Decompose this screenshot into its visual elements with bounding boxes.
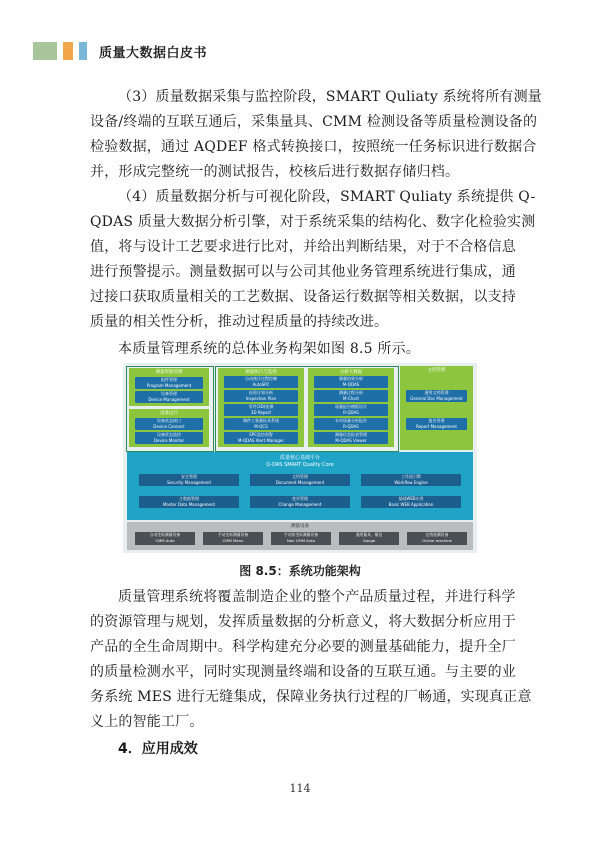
figure-item: 组件管理 Program Management [135,377,203,389]
page-number: 114 [289,782,311,795]
page-header [33,40,207,62]
left-panel-resource [129,368,209,406]
mid-panel-execution [218,368,304,447]
core-box: 安全管理 Security Management [139,474,239,486]
core-box: 文档管理 Document Management [250,474,350,486]
figure-intro [90,337,518,362]
device-box: 在线检测设备 Online machine [407,532,467,545]
core-box: 工作流引擎 Workflow Engine [361,474,461,486]
paragraph-3 [90,85,543,185]
text-line: 过接口获取质量相关的工艺数据、设备运行数据等相关数据，以支持 [90,289,516,305]
panel-title: 分析大数据 [339,370,363,375]
text-line: 产品的全生命周期中。科学构建充分必要的测量基础能力，提升全厂 [90,639,516,655]
text-line: 质量管理系统将覆盖制造企业的整个产品质量过程，并进行科学 [118,589,516,605]
header-block-green [33,42,57,60]
device-box: 通用量具、量仪 Gauge [339,532,399,545]
text-line: 务系统 MES 进行无缝集成，保障业务执行过程的厂畅通，实现真正意 [90,689,532,705]
text-line: QDAS 质量大数据分析引擎，对于系统采集的结构化、数字化检验实测 [90,214,536,230]
panel-title: 测量资源管理 [155,370,183,375]
core-title: 质量核心基础平台 Q-DAS SMART Quality Core [266,455,334,468]
text-line: 义上的智能工厂。 [90,714,204,730]
figure-item: SPC监控预警 M-QDAS Alert Manager [224,432,298,444]
figure-item: 设备状态接口 Device Connect [135,418,203,430]
device-box: 手动坐标测量设备 CMM Manu [203,532,263,545]
text-line: 的质量检测水平，同时实现测量终端和设备的互联互通。与主要的业 [90,664,516,680]
header-title: 质量大数据白皮书 [99,45,208,61]
figure-item: 设备状态监控 Device Monitor [135,432,203,444]
text-line: 并，形成完整统一的测试报告，校核后进行数据存储归档。 [90,164,460,180]
device-box: 自动坐标测量设备 CMM Auto [135,532,195,545]
section-heading: 4．应用成效 [118,741,198,757]
device-box: 手动非坐标测量设备 Non CMM Auto [271,532,331,545]
text-line: 的资源管理与规划，发挥质量数据的分析意义，将大数据分析应用于 [90,614,516,630]
core-box: 基础WEB应用 Basic WEB Application [361,496,461,508]
text-line: 进行预警提示。测量数据可以与公司其他业务管理系统进行集成，通 [90,264,516,280]
header-block-orange [63,42,73,60]
core-box: 变更管理 Change Management [250,496,350,508]
header-block-blue [79,42,87,60]
figure-item: 专项质量分析报告 R-QDAS [314,418,388,430]
figure-caption: 图 8.5：系统功能架构 [239,564,361,578]
figure-item: 报告管理 Report Management [406,418,467,430]
text-line: 设备/终端的互联互通后，采集量具、CMM 检测设备等质量检测设备的 [90,114,538,130]
architecture-figure [123,363,477,553]
paragraph-summary [90,585,532,735]
core-box: 主数据管理 Master Data Management [139,496,239,508]
text-line: 检验数据，通过 AQDEF 格式转换接口，按照统一任务标识进行数据合 [90,139,537,155]
paragraph-4 [90,185,536,335]
figure-item: 测量结果分析 M-QDAS [314,376,388,388]
text-line: （3）质量数据采集与监控阶段，SMART Quliaty 系统将所有测量 [118,89,543,105]
panel-title: 设备运行 [160,411,178,416]
figure-item: 零件(3D)检测 3D Report [224,404,298,416]
figure-item: 设备管理 Device Management [135,391,203,403]
panel-title: 测量执行与监控 [245,370,277,375]
figure-item: 测量信息报表管理 M-QDAS Viewer [314,432,388,444]
core-platform [127,452,473,520]
panel-title: 文档管理 [427,368,446,373]
figure-item: 制件工装量检具系统 M-QCS [224,418,298,430]
left-panel-device [129,409,209,447]
figure-item: 通用文档管理 General Doc Management [406,390,467,402]
right-panel-analysis [308,368,394,447]
figure-item: 测量过程分析 M-Chart [314,390,388,402]
device-layer [127,522,473,550]
figure-item: 自动统计过程控制 AutoSPC [224,376,298,388]
text-line: （4）质量数据分析与可视化阶段，SMART Quliaty 系统提供 Q- [118,189,536,205]
device-layer-title: 测量设备 [291,524,309,529]
text-line: 质量的相关性分析，推动过程质量的持续改进。 [90,314,389,330]
text-line: 本质量管理系统的总体业务构架如图 8.5 所示。 [118,341,420,357]
text-line: 值，将与设计工艺要求进行比对，并给出判断结果，对于不合格信息 [90,239,516,255]
far-panel-document [400,366,473,450]
figure-item: 质量报告模板设计 R-QDAS [314,404,388,416]
figure-item: 检验计划分析 Inspection Plan [224,390,298,402]
